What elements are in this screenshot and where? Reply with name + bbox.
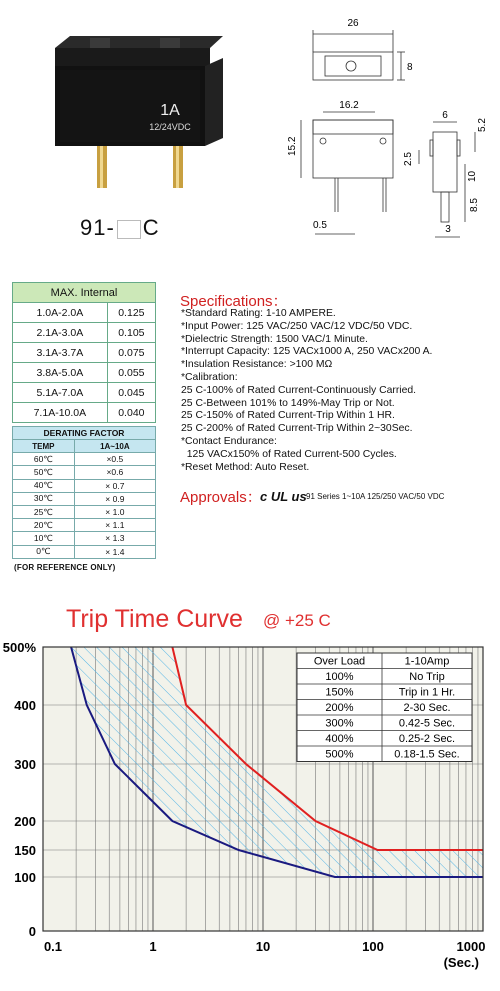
table-row: 1.0A-2.0A 0.125 xyxy=(13,303,156,323)
dim-10: 10 xyxy=(467,170,478,182)
overload-table-cell: 200% xyxy=(325,702,354,714)
y-tick-label: 500% xyxy=(2,640,36,655)
overload-table-cell: 150% xyxy=(325,686,354,699)
x-unit-label: (Sec.) xyxy=(443,955,479,970)
photo-voltage-text: 12/24VDC xyxy=(149,122,191,132)
photo-rating-text: 1A xyxy=(160,102,180,119)
spec-line: *Input Power: 125 VAC/250 VAC/12 VDC/50 VDC. xyxy=(181,320,413,332)
overload-table-cell: 400% xyxy=(325,733,354,745)
derating-factor-table: DERATING FACTOR TEMP 1A~10A 60℃ ×0.5 50℃ ×0.6 40℃ × 0.7 30℃ × 0.9 25℃ × 1.0 20℃ × 1.1 10℃ × 1.3 0℃ × 1.4 xyxy=(12,426,156,559)
y-tick-label: 400 xyxy=(14,698,36,713)
ul-logo-icon: c UL us xyxy=(260,489,307,504)
spec-line: *Dielectric Strength: 1500 VAC/1 Minute. xyxy=(181,333,368,345)
x-tick-label: 10 xyxy=(255,939,271,954)
x-tick-label: 0.1 xyxy=(43,939,63,954)
spec-line: *Interrupt Capacity: 125 VACx1000 A, 250 VACx200 A. xyxy=(181,346,433,358)
y-tick-label: 150 xyxy=(14,843,36,858)
table-row: 30℃ × 0.9 xyxy=(13,492,156,505)
spec-line: *Standard Rating: 1-10 AMPERE. xyxy=(181,308,336,319)
table-row: 25℃ × 1.0 xyxy=(13,505,156,518)
y-tick-label: 100 xyxy=(14,870,36,885)
spec-line: 25 C-200% of Rated Current-Trip Within 2~30Sec. xyxy=(181,423,413,435)
overload-table-cell: No Trip xyxy=(409,671,445,683)
overload-table-cell: 0.18-1.5 Sec. xyxy=(394,748,460,761)
overload-table-cell: 0.25-2 Sec. xyxy=(398,733,456,745)
product-photo xyxy=(45,28,230,198)
spec-line: *Insulation Resistance: >100 MΩ xyxy=(181,359,333,371)
table-row: 3.1A-3.7A 0.075 xyxy=(13,343,156,363)
overload-table-cell: 2-30 Sec. xyxy=(403,702,451,714)
dim-8: 8 xyxy=(407,62,413,73)
x-tick-label: 1 xyxy=(149,939,157,954)
dim-2-5: 2.5 xyxy=(403,152,414,166)
overload-table-cell: 500% xyxy=(325,748,354,761)
dim-5-2: 5.2 xyxy=(477,118,488,132)
table-row: 50℃ ×0.6 xyxy=(13,466,156,479)
approvals-text: 91 Series 1~10A 125/250 VAC/50 VDC xyxy=(306,492,445,501)
derating-title: DERATING FACTOR xyxy=(13,427,156,440)
table-row: 3.8A-5.0A 0.055 xyxy=(13,363,156,383)
dim-15-2: 15.2 xyxy=(287,136,298,156)
spec-line: *Calibration: xyxy=(181,371,238,383)
x-tick-label: 100 xyxy=(362,939,384,954)
dim-3: 3 xyxy=(445,224,451,235)
dim-6: 6 xyxy=(442,110,448,121)
spec-line: *Contact Endurance: xyxy=(181,435,277,447)
x-tick-label: 1000 xyxy=(456,939,486,954)
chart-title: Trip Time Curve xyxy=(66,605,243,633)
table-row: 2.1A-3.0A 0.105 xyxy=(13,323,156,343)
reference-note: (FOR REFERENCE ONLY) xyxy=(14,563,116,572)
overload-table-cell: 1-10Amp xyxy=(404,655,450,668)
dim-16-2: 16.2 xyxy=(339,100,359,111)
table-row: 60℃ ×0.5 xyxy=(13,453,156,466)
overload-table-cell: Over Load xyxy=(313,655,366,668)
table-row: 40℃ × 0.7 xyxy=(13,479,156,492)
overload-table-cell: 100% xyxy=(325,671,354,683)
overload-table-cell: 0.42-5 Sec. xyxy=(398,717,456,730)
approvals-label: Approvals： xyxy=(180,489,262,506)
trip-time-chart xyxy=(0,640,500,975)
dim-0-5: 0.5 xyxy=(313,220,327,231)
dim-26: 26 xyxy=(347,18,359,29)
spec-line: 25 C-150% of Rated Current-Trip Within 1 HR. xyxy=(181,410,395,422)
spec-line: 125 VACx150% of Rated Current-500 Cycles. xyxy=(181,448,397,460)
table-row: 0℃ × 1.4 xyxy=(13,545,156,558)
spec-line: 25 C-Between 101% to 149%-May Trip or Not. xyxy=(181,397,395,409)
part-number-placeholder-box xyxy=(117,220,141,239)
spec-line: 25 C-100% of Rated Current-Continuously Carried. xyxy=(181,384,417,396)
overload-table xyxy=(297,653,472,762)
table-row: 20℃ × 1.1 xyxy=(13,519,156,532)
y-tick-label: 0 xyxy=(28,924,36,939)
dimension-drawing xyxy=(285,12,500,242)
max-internal-table xyxy=(12,282,156,423)
y-tick-label: 200 xyxy=(14,814,36,829)
spec-line: *Reset Method: Auto Reset. xyxy=(181,461,310,473)
part-number-label: 91- C xyxy=(80,215,160,240)
overload-table-cell: 300% xyxy=(325,717,354,730)
dim-8-5: 8.5 xyxy=(469,198,480,212)
chart-subtitle: @ +25 C xyxy=(263,611,331,630)
specifications-title: Specifications： xyxy=(180,293,288,310)
table-row: 10℃ × 1.3 xyxy=(13,532,156,545)
table-row: 7.1A-10.0A 0.040 xyxy=(13,403,156,423)
table-row: 5.1A-7.0A 0.045 xyxy=(13,383,156,403)
specifications-list xyxy=(181,308,432,474)
y-tick-label: 300 xyxy=(14,757,36,772)
overload-table-cell: Trip in 1 Hr. xyxy=(398,686,456,699)
max-internal-title: MAX. Internal xyxy=(13,283,156,303)
